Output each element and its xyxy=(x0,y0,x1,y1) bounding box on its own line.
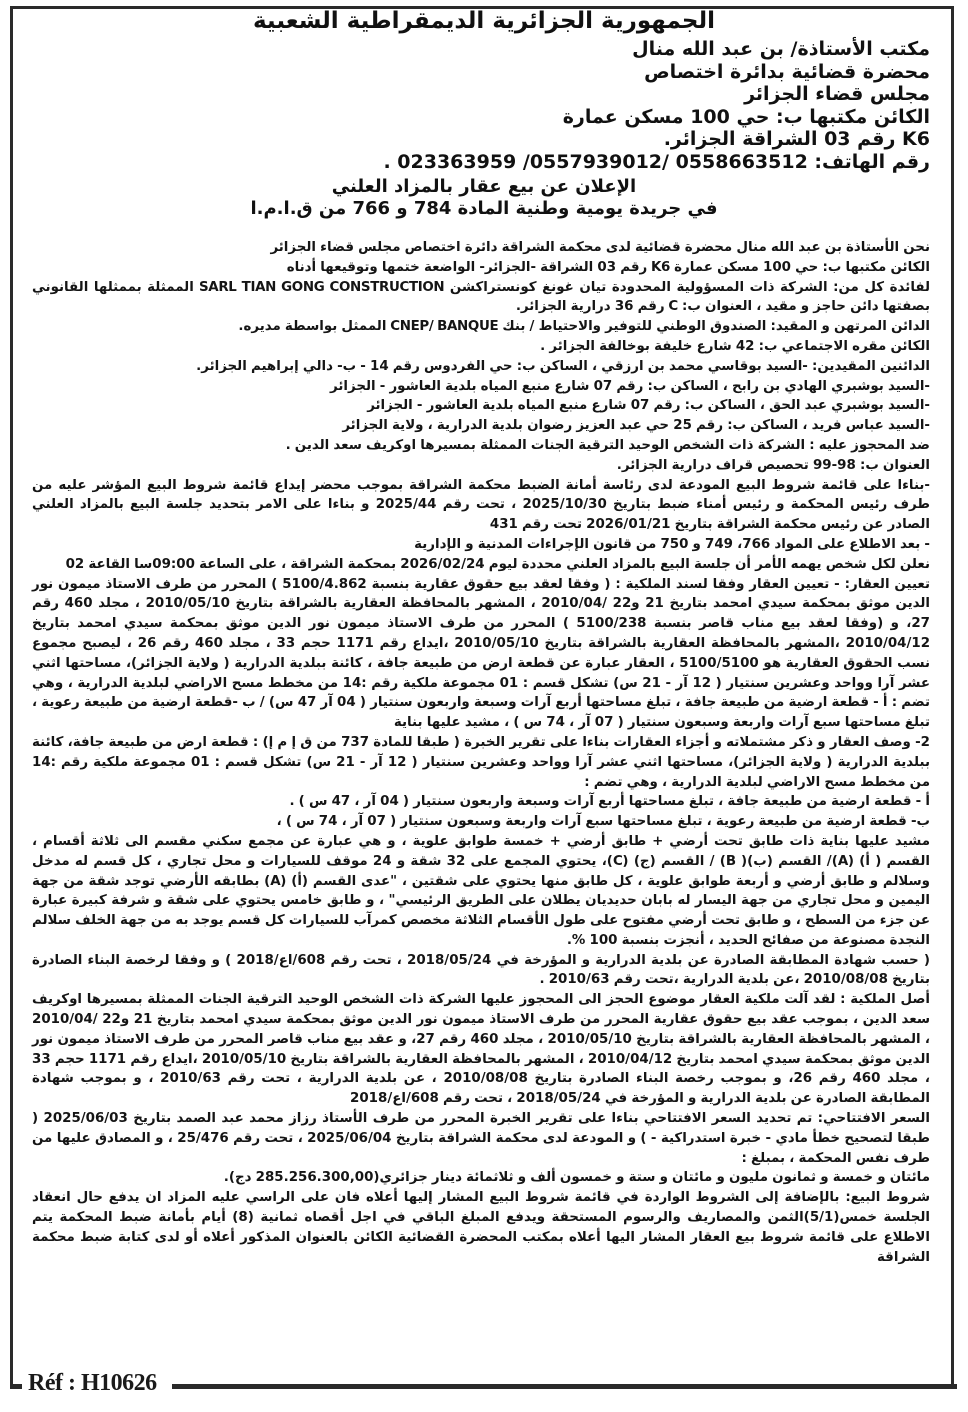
announcement-title-line2: في جريدة يومية وطنية المادة 784 و 766 من ق.ا.م.ا xyxy=(250,198,718,219)
office-line: مكتب الأستاذة/ بن عبد الله منال xyxy=(632,38,930,60)
paragraph-debtor: ضد المحجوز عليه : الشركة ذات الشخص الوحيد الترقية الجنات الممثلة بمسيرها اوكريف سعد الدين . xyxy=(285,437,930,453)
paragraph-property-designation: تعيين العقار: - تعيين العقار وفقا لسند الملكية : ( وفقا لعقد بيع حقوق عقارية بنسبة 5100/4.862 ) المحرر من طرف الاستاذ ميمون نور الدين موثق بمحكمة سيدي امحمد بتاريخ 21 و22 /2010/04 ، المشهر بالمحافظة العقارية بالشراقة بتاريخ 2010/05/10 ، مجلد 460 رقم 27، و (وفقا لعقد بيع مناب قاصر بنسبة 5100/238 ) المحرر من طرف الاستاذ ميمون نور الدين موثق بمحكمة سيدي امحمد بتاريخ 2010/04/12 ،المشهر بالمحافظة العقارية بالشراقة بتاريخ 2010/05/10 ،ايداع رقم 1171 حجم 33 ، مجلد 460 رقم 26 ، ليصبح مجموع نسب الحقوق العقارية هو 5100/5100 ، العقار عبارة عن قطعة ارض من طبيعة جافة ، كائنة ببلدية الدرارية ( ولاية الجزائر)، مساحتها اثني عشر آرا وواحد وعشرين سنتيار ( 12 آر - 21 س) تشكل قسم : 01 مجموعة ملكية رقم :14 من مخطط مسح الاراضي لبلدية الدرارية ، وهي تضم : أ - قطعة ارضية من طبيعة جافة ، تبلغ مساحتها أربع آرات وسبعة واربعون سنتيار ( 04 آر 47 س) / ب -قطعة ارضية من طبيعة رعوية ، تبلغ مساحتها سبع آرات واربعة وسبعون سنتيار ( 07 آر ، 74 س ) ، مشيد عليها بناية xyxy=(32,576,931,731)
announcement-title xyxy=(0,176,968,220)
paragraph-creditor-address: الكائن مقره الاجتماعي ب: 42 شارع خليفة بوخالفة الجزائر . xyxy=(540,338,930,354)
paragraph-plot-b: ب- قطعة ارضية من طبيعة رعوية ، تبلغ مساحتها سبع آرات واربعة وسبعون سنتيار ( 07 آر ، 74 س ) ، xyxy=(276,814,930,830)
paragraph-plot-a: أ - قطعة ارضية من طبيعة جافة ، تبلغ مساحتها أربع آرات وسبعة واربعون سنتيار ( 04 آر ، 47 س ) . xyxy=(289,794,930,810)
paragraph-beneficiary: لفائدة كل من: الشركة ذات المسؤولية المحدودة تيان غونغ كونستراكشن SARL TIAN GONG CONSTRUCTION الممثلة بممثلها القانوني بصفتها دائن حاجز و مقيد ، العنوان ب: C رقم 36 درارية الجزائر. xyxy=(32,279,931,315)
bailiff-office-header xyxy=(383,38,930,173)
paragraph-opening-price: السعر الافتتاحي: تم تحديد السعر الافتتاحي بناءا على تقرير الخبرة المحرر من طرف الأستاذ رزاز محمد عبد الصمد بتاريخ 2025/06/03 ( طبقا لتصحيح خطأ مادي - خبرة استدراكية - ) و المودعة لدى محكمة الشراقة بتاريخ 2025/06/04 ، تحت رقم 25/476 ، و المصادق عليها من طرف نفس المحكمة ، بمبلغ : xyxy=(32,1111,930,1166)
office-line: الكائن مكتبها ب: حي 100 مسكن عمارة xyxy=(562,105,930,128)
paragraph-legal-articles: - بعد الاطلاع على المواد 766، 749 و 750 من قانون الإجراءات المدنية و الإدارية xyxy=(414,536,930,552)
paragraph-mortgage-creditor: الدائن المرتهن و المقيد: الصندوق الوطني للتوفير والاحتياط / بنك CNEP/ BANQUE الممثل بواسطة مديره. xyxy=(238,319,930,335)
paragraph-debtor-address: العنوان ب: 98-99 تحصيص قراف درارية الجزائر. xyxy=(616,457,930,473)
paragraph-sale-conditions-filing: -بناءا على قائمة شروط البيع المودعة لدى رئاسة أمانة الضبط محكمة الشراقة بموجب محضر إيداع قائمة شروط البيع المؤشر عليه من طرف رئيس المحكمة و رئيس أمناء ضبط بتاريخ 2025/10/30 ، تحت رقم 2025/44 و بناءا على الامر بتحديد جلسة البيع بالمزاد العلني الصادر عن رئيس محكمة الشراقة بتاريخ 2026/01/21 تحت رقم 431 xyxy=(32,477,930,533)
office-line: K6 رقم 03 الشراقة الجزائر. xyxy=(663,128,930,150)
office-phone: رقم الهاتف: 0558663512 /0557939012/ 023363959 . xyxy=(383,150,930,173)
paragraph-auction-date: نعلن لكل شخص يهمه الأمر أن جلسة البيع بالمزاد العلني محددة ليوم 2026/02/24 بمحكمة الشراقة ، على الساعة 09:00سا القاعة 02 xyxy=(65,556,930,572)
reference-number: Réf : H10626 xyxy=(28,1370,157,1396)
paragraph-registered-creditor: الدائنين المقيدين: -السيد بوقاسي محمد بن ارزقي ، الساكن ب: حي الفردوس رقم 14 - ب- دالي إبراهيم الجزائر. xyxy=(196,358,930,374)
announcement-body xyxy=(32,238,930,1267)
paragraph-bailiff-intro: نحن الأستاذة بن عبد الله منال محضرة قضائية لدى محكمة الشراقة دائرة اختصاص مجلس قضاء الجزائر xyxy=(270,240,930,255)
paragraph-registered-creditor: -السيد عباس فريد ، الساكن ب: رقم 25 حي عبد العزيز رضوان بلدية الدرارية ، ولاية الجزائر xyxy=(342,418,930,434)
paragraph-property-description: 2- وصف العقار و ذكر مشتملاته و أجزاء العقارات بناءا على تقرير الخبرة ( طبقا للمادة 737 من ق إ م إ) : قطعة ارض من طبيعة جافة، كائنة ببلدية الدرارية ( ولاية الجزائر)، مساحتها اثني عشر آرا وواحد وعشرين سنتيار ( 12 آر - 21 س) تشكل قسم : 01 مجموعة ملكية رقم :14 من مخطط مسح الاراضي لبلدية الدرارية ، وهي تضم : xyxy=(32,734,930,790)
office-line: محضرة قضائية بدائرة اختصاص xyxy=(644,60,930,83)
paragraph-registered-creditor: -السيد بوشبري عبد الحق ، الساكن ب: رقم 07 شارع منبع المياه بلدية العاشور - الجزائر xyxy=(367,398,930,414)
paragraph-building-description: مشيد عليها بناية ذات طابق تحت أرضي + طابق أرضي + خمسة طوابق علوية ، و هي عبارة عن مجمع سكني مقسم الى ثلاثة أقسام ، القسم ( أ) (A)/ القسم (ب)( B) / القسم (ج) (C)، يحتوي المجمع على 32 شقة و 24 موقف للسيارات و محل تجاري ، كل قسم له مدخل وسلالم و طابق أرضي و أربعة طوابق علوية ، كل طابق منها يحتوي على شقتين ، "عدى القسم (أ) (A) بطابقه الأرضي توجد شقة من جهة اليمين و محل تجاري من جهة اليسار له بابان حديديان يطلان على الطريق الرئيسي" ، و طابق خامس يحتوي على شقة و شرفة كبيرة عبارة عن جزء من السطح ، و طابق تحت أرضي مفتوح على طول الأقسام الثلاثة مخصص كمرآب للسيارات كل قسم يوجد به من جهة الخلف سلالم النجدة مصنوعة من صفائح الحديد ، أنجزت بنسبة 100 %. xyxy=(32,833,931,948)
paragraph-ownership-origin: أصل الملكية : لقد آلت ملكية العقار موضوع الحجز الى المحجوز عليها الشركة ذات الشخص الوحيد الترقية الجنات الممثلة بمسيرها اوكريف سعد الدين ، بموجب عقد بيع حقوق عقارية المحرر من طرف الاستاذ ميمون نور الدين موثق بمحكمة سيدي امحمد بتاريخ 21 و22 /2010/04 ، المشهر بالمحافظة العقارية بالشراقة بتاريخ 2010/05/10 ، مجلد 460 رقم 27، و عقد بيع مناب قاصر المحرر من طرف الاستاذ ميمون نور الدين موثق بمحكمة سيدي امحمد بتاريخ 2010/04/12 ، المشهر بالمحافظة العقارية بالشراقة بتاريخ 2010/05/10 ،ايداع رقم 1171 حجم 33 ، مجلد 460 رقم 26، و بموجب رخصة البناء الصادرة بتاريخ 2010/08/08 ، عن بلدية الدرارية ، تحت رقم 2010/63 ، و بموجب شهادة المطابقة الصادرة عن بلدية الدرارية و المؤرخة في 2018/05/24 ، تحت رقم 608/اع/2018 xyxy=(32,992,931,1107)
paragraph-compliance-certificate: ( حسب شهادة المطابقة الصادرة عن بلدية الدرارية و المؤرخة في 2018/05/24 ، تحت رقم 608/اع/2018 ) و وفقا لرخصة البناء الصادرة بتاريخ 2010/08/08 ،عن بلدية الدرارية ،تحت رقم 2010/63 . xyxy=(32,952,930,988)
office-line: مجلس قضاء الجزائر xyxy=(744,83,930,105)
paragraph-bailiff-address: الكائن مكتبها ب: حي 100 مسكن عمارة K6 رقم 03 الشراقة -الجزائر- الواضعة ختمها وتوقيعها أدناه xyxy=(286,259,930,275)
bottom-border-left xyxy=(10,1384,22,1389)
announcement-title-line1: الإعلان عن بيع عقار بالمزاد العلني xyxy=(331,176,637,197)
paragraph-registered-creditor: -السيد بوشبري الهادي بن رابح ، الساكن ب: رقم 07 شارع منبع المياه بلدية العاشور - الجزائر xyxy=(330,378,930,394)
republic-heading: الجمهورية الجزائرية الديمقراطية الشعبية xyxy=(252,8,716,34)
paragraph-sale-terms: شروط البيع: بالإضافة إلى الشروط الواردة في قائمة شروط البيع المشار إليها أعلاه فان على الراسي عليه المزاد ان يدفع حال انعقاد الجلسة خمس(5/1)الثمن والمصاريف والرسوم المستحقة ويدفع المبلغ الباقي في اجل أقصاه ثمانية (8) أيام بأمانة ضبط المحكمة يتم الاطلاع على قائمة شروط بيع العقار المشار اليها أعلاه بمكتب المحضرة القضائية الكائن بالعنوان المذكور أعلاه أو لدى كتابة ضبط محكمة الشراقة xyxy=(32,1190,930,1265)
paragraph-price-amount: مائتان و خمسة و ثمانون مليون و مائتان و ستة و خمسون ألف و ثلاثمائة دينار جزائري(285.256.300,00 دج). xyxy=(223,1170,930,1186)
bottom-border xyxy=(172,1384,957,1389)
